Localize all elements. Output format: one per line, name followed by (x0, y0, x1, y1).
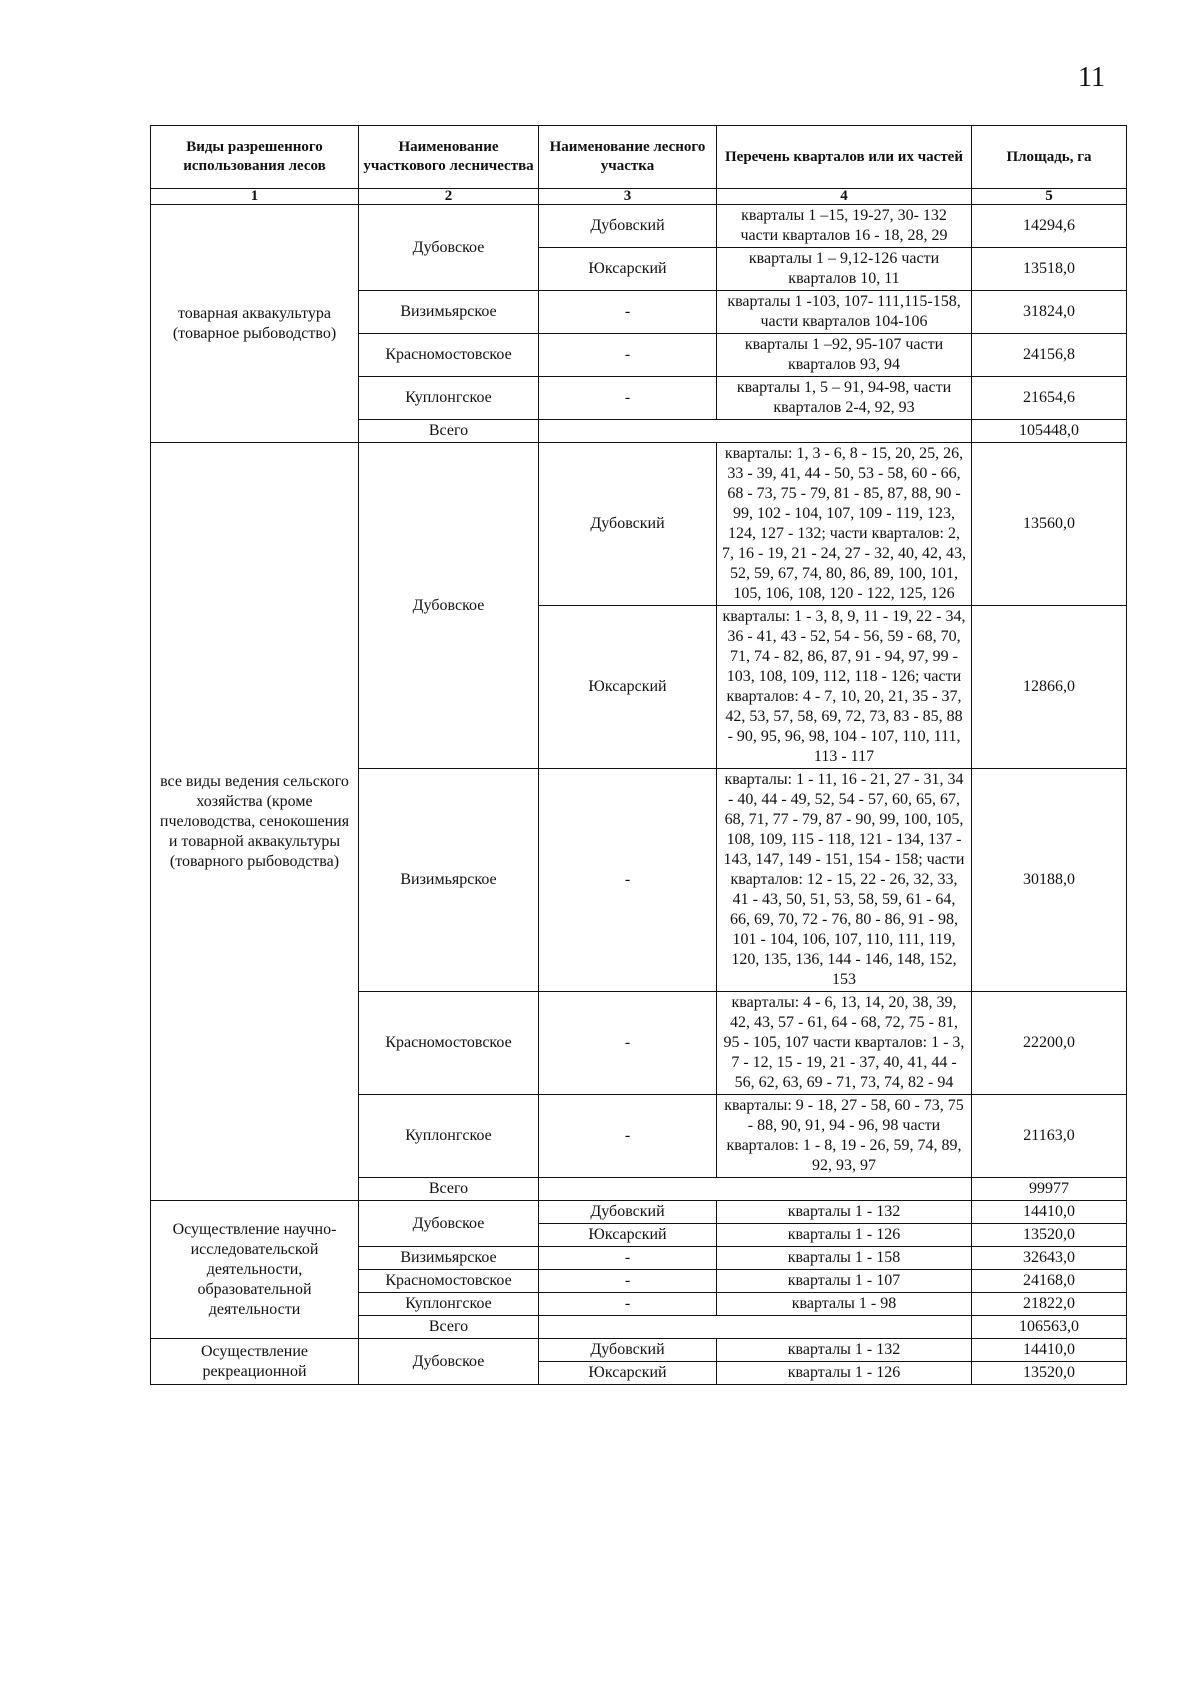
forestry-cell: Визимьярское (359, 769, 539, 992)
column-number: 5 (972, 189, 1127, 205)
plot-cell: Юксарский (539, 606, 717, 769)
forestry-cell: Визимьярское (359, 291, 539, 334)
forestry-cell: Визимьярское (359, 1247, 539, 1270)
total-area: 105448,0 (972, 420, 1127, 443)
plot-cell: Юксарский (539, 248, 717, 291)
plot-cell: Дубовский (539, 1339, 717, 1362)
quarters-cell: кварталы 1, 5 – 91, 94-98, части кварталов 2-4, 92, 93 (717, 377, 972, 420)
quarters-cell: кварталы 1 -103, 107- 111,115-158, части кварталов 104-106 (717, 291, 972, 334)
total-label: Всего (359, 1316, 539, 1339)
use-type-cell: Осуществление научно-исследовательской деятельности, образовательной деятельности (151, 1201, 359, 1339)
quarters-cell: кварталы 1 - 126 (717, 1224, 972, 1247)
total-empty (539, 420, 972, 443)
plot-cell: Юксарский (539, 1362, 717, 1385)
total-label: Всего (359, 420, 539, 443)
header-use: Виды разрешенного использования лесов (151, 126, 359, 189)
forestry-cell: Дубовское (359, 1339, 539, 1385)
table-row (151, 1201, 1127, 1224)
header-row (151, 126, 1127, 189)
total-area: 99977 (972, 1178, 1127, 1201)
quarters-cell: кварталы: 1, 3 - 6, 8 - 15, 20, 25, 26, 33 - 39, 41, 44 - 50, 53 - 58, 60 - 66, 68 - 73, 75 - 79, 81 - 85, 87, 88, 90 - 99, 102 - 104, 107, 109 - 119, 123, 124, 127 - 132; части кварталов: 2, 7, 16 - 19, 21 - 24, 27 - 32, 40, 42, 43, 52, 59, 67, 74, 80, 86, 89, 100, 101, 105, 106, 108, 120 - 122, 125, 126 (717, 443, 972, 606)
use-type-cell: товарная аквакультура (товарное рыбоводство) (151, 205, 359, 443)
quarters-cell: кварталы 1 –15, 19-27, 30- 132 части кварталов 16 - 18, 28, 29 (717, 205, 972, 248)
plot-cell: - (539, 1293, 717, 1316)
area-cell: 12866,0 (972, 606, 1127, 769)
column-number: 4 (717, 189, 972, 205)
forestry-cell: Дубовское (359, 1201, 539, 1247)
column-number: 2 (359, 189, 539, 205)
area-cell: 14294,6 (972, 205, 1127, 248)
quarters-cell: кварталы 1 - 132 (717, 1339, 972, 1362)
table-row (151, 1339, 1127, 1362)
quarters-cell: кварталы 1 - 126 (717, 1362, 972, 1385)
forestry-cell: Красномостовское (359, 1270, 539, 1293)
total-empty (539, 1178, 972, 1201)
plot-cell: - (539, 1247, 717, 1270)
plot-cell: Дубовский (539, 205, 717, 248)
column-number: 1 (151, 189, 359, 205)
column-number-row (151, 189, 1127, 205)
plot-cell: - (539, 1270, 717, 1293)
quarters-cell: кварталы: 9 - 18, 27 - 58, 60 - 73, 75 - 88, 90, 91, 94 - 96, 98 части кварталов: 1 - 8, 19 - 26, 59, 74, 89, 92, 93, 97 (717, 1095, 972, 1178)
forestry-cell: Куплонгское (359, 1293, 539, 1316)
area-cell: 21163,0 (972, 1095, 1127, 1178)
area-cell: 22200,0 (972, 992, 1127, 1095)
header-area: Площадь, га (972, 126, 1127, 189)
area-cell: 31824,0 (972, 291, 1127, 334)
quarters-cell: кварталы 1 – 9,12-126 части кварталов 10, 11 (717, 248, 972, 291)
total-empty (539, 1316, 972, 1339)
area-cell: 21822,0 (972, 1293, 1127, 1316)
page-number: 11 (1078, 62, 1105, 93)
header-forestry: Наименование участкового лесничества (359, 126, 539, 189)
column-number: 3 (539, 189, 717, 205)
plot-cell: - (539, 291, 717, 334)
forestry-cell: Красномостовское (359, 334, 539, 377)
area-cell: 13560,0 (972, 443, 1127, 606)
area-cell: 30188,0 (972, 769, 1127, 992)
plot-cell: - (539, 769, 717, 992)
forestry-cell: Дубовское (359, 205, 539, 291)
area-cell: 13518,0 (972, 248, 1127, 291)
header-quarters: Перечень кварталов или их частей (717, 126, 972, 189)
plot-cell: Дубовский (539, 1201, 717, 1224)
quarters-cell: кварталы 1 - 98 (717, 1293, 972, 1316)
plot-cell: Юксарский (539, 1224, 717, 1247)
forestry-cell: Дубовское (359, 443, 539, 769)
plot-cell: - (539, 1095, 717, 1178)
area-cell: 14410,0 (972, 1201, 1127, 1224)
total-area: 106563,0 (972, 1316, 1127, 1339)
quarters-cell: кварталы 1 - 107 (717, 1270, 972, 1293)
quarters-cell: кварталы 1 - 132 (717, 1201, 972, 1224)
area-cell: 14410,0 (972, 1339, 1127, 1362)
plot-cell: Дубовский (539, 443, 717, 606)
forest-use-table (150, 125, 1127, 1385)
table-row (151, 443, 1127, 606)
use-type-cell: все виды ведения сельского хозяйства (кроме пчеловодства, сенокошения и товарной аквакультуры (товарного рыбоводства) (151, 443, 359, 1201)
quarters-cell: кварталы: 1 - 3, 8, 9, 11 - 19, 22 - 34, 36 - 41, 43 - 52, 54 - 56, 59 - 68, 70, 71, 74 - 82, 86, 87, 91 - 94, 97, 99 - 103, 108, 109, 112, 118 - 126; части кварталов: 4 - 7, 10, 20, 21, 35 - 37, 42, 53, 57, 58, 69, 72, 73, 83 - 85, 88 - 90, 95, 96, 98, 104 - 107, 110, 111, 113 - 117 (717, 606, 972, 769)
quarters-cell: кварталы 1 - 158 (717, 1247, 972, 1270)
forestry-cell: Куплонгское (359, 377, 539, 420)
use-type-cell: Осуществление рекреационной (151, 1339, 359, 1385)
area-cell: 24156,8 (972, 334, 1127, 377)
quarters-cell: кварталы: 4 - 6, 13, 14, 20, 38, 39, 42, 43, 57 - 61, 64 - 68, 72, 75 - 81, 95 - 105, 107 части кварталов: 1 - 3, 7 - 12, 15 - 19, 21 - 37, 40, 41, 44 - 56, 62, 63, 69 - 71, 73, 74, 82 - 94 (717, 992, 972, 1095)
table-row (151, 205, 1127, 248)
header-plot: Наименование лесного участка (539, 126, 717, 189)
plot-cell: - (539, 992, 717, 1095)
quarters-cell: кварталы: 1 - 11, 16 - 21, 27 - 31, 34 - 40, 44 - 49, 52, 54 - 57, 60, 65, 67, 68, 71, 77 - 79, 87 - 90, 99, 100, 105, 108, 109, 115 - 118, 121 - 134, 137 - 143, 147, 149 - 151, 154 - 158; части кварталов: 12 - 15, 22 - 26, 32, 33, 41 - 43, 50, 51, 53, 58, 59, 61 - 64, 66, 69, 70, 72 - 76, 80 - 86, 91 - 98, 101 - 104, 106, 107, 110, 111, 119, 120, 135, 136, 144 - 146, 148, 152, 153 (717, 769, 972, 992)
plot-cell: - (539, 377, 717, 420)
quarters-cell: кварталы 1 –92, 95-107 части кварталов 93, 94 (717, 334, 972, 377)
area-cell: 21654,6 (972, 377, 1127, 420)
area-cell: 32643,0 (972, 1247, 1127, 1270)
forestry-cell: Красномостовское (359, 992, 539, 1095)
area-cell: 13520,0 (972, 1224, 1127, 1247)
area-cell: 24168,0 (972, 1270, 1127, 1293)
plot-cell: - (539, 334, 717, 377)
total-label: Всего (359, 1178, 539, 1201)
forestry-cell: Куплонгское (359, 1095, 539, 1178)
area-cell: 13520,0 (972, 1362, 1127, 1385)
